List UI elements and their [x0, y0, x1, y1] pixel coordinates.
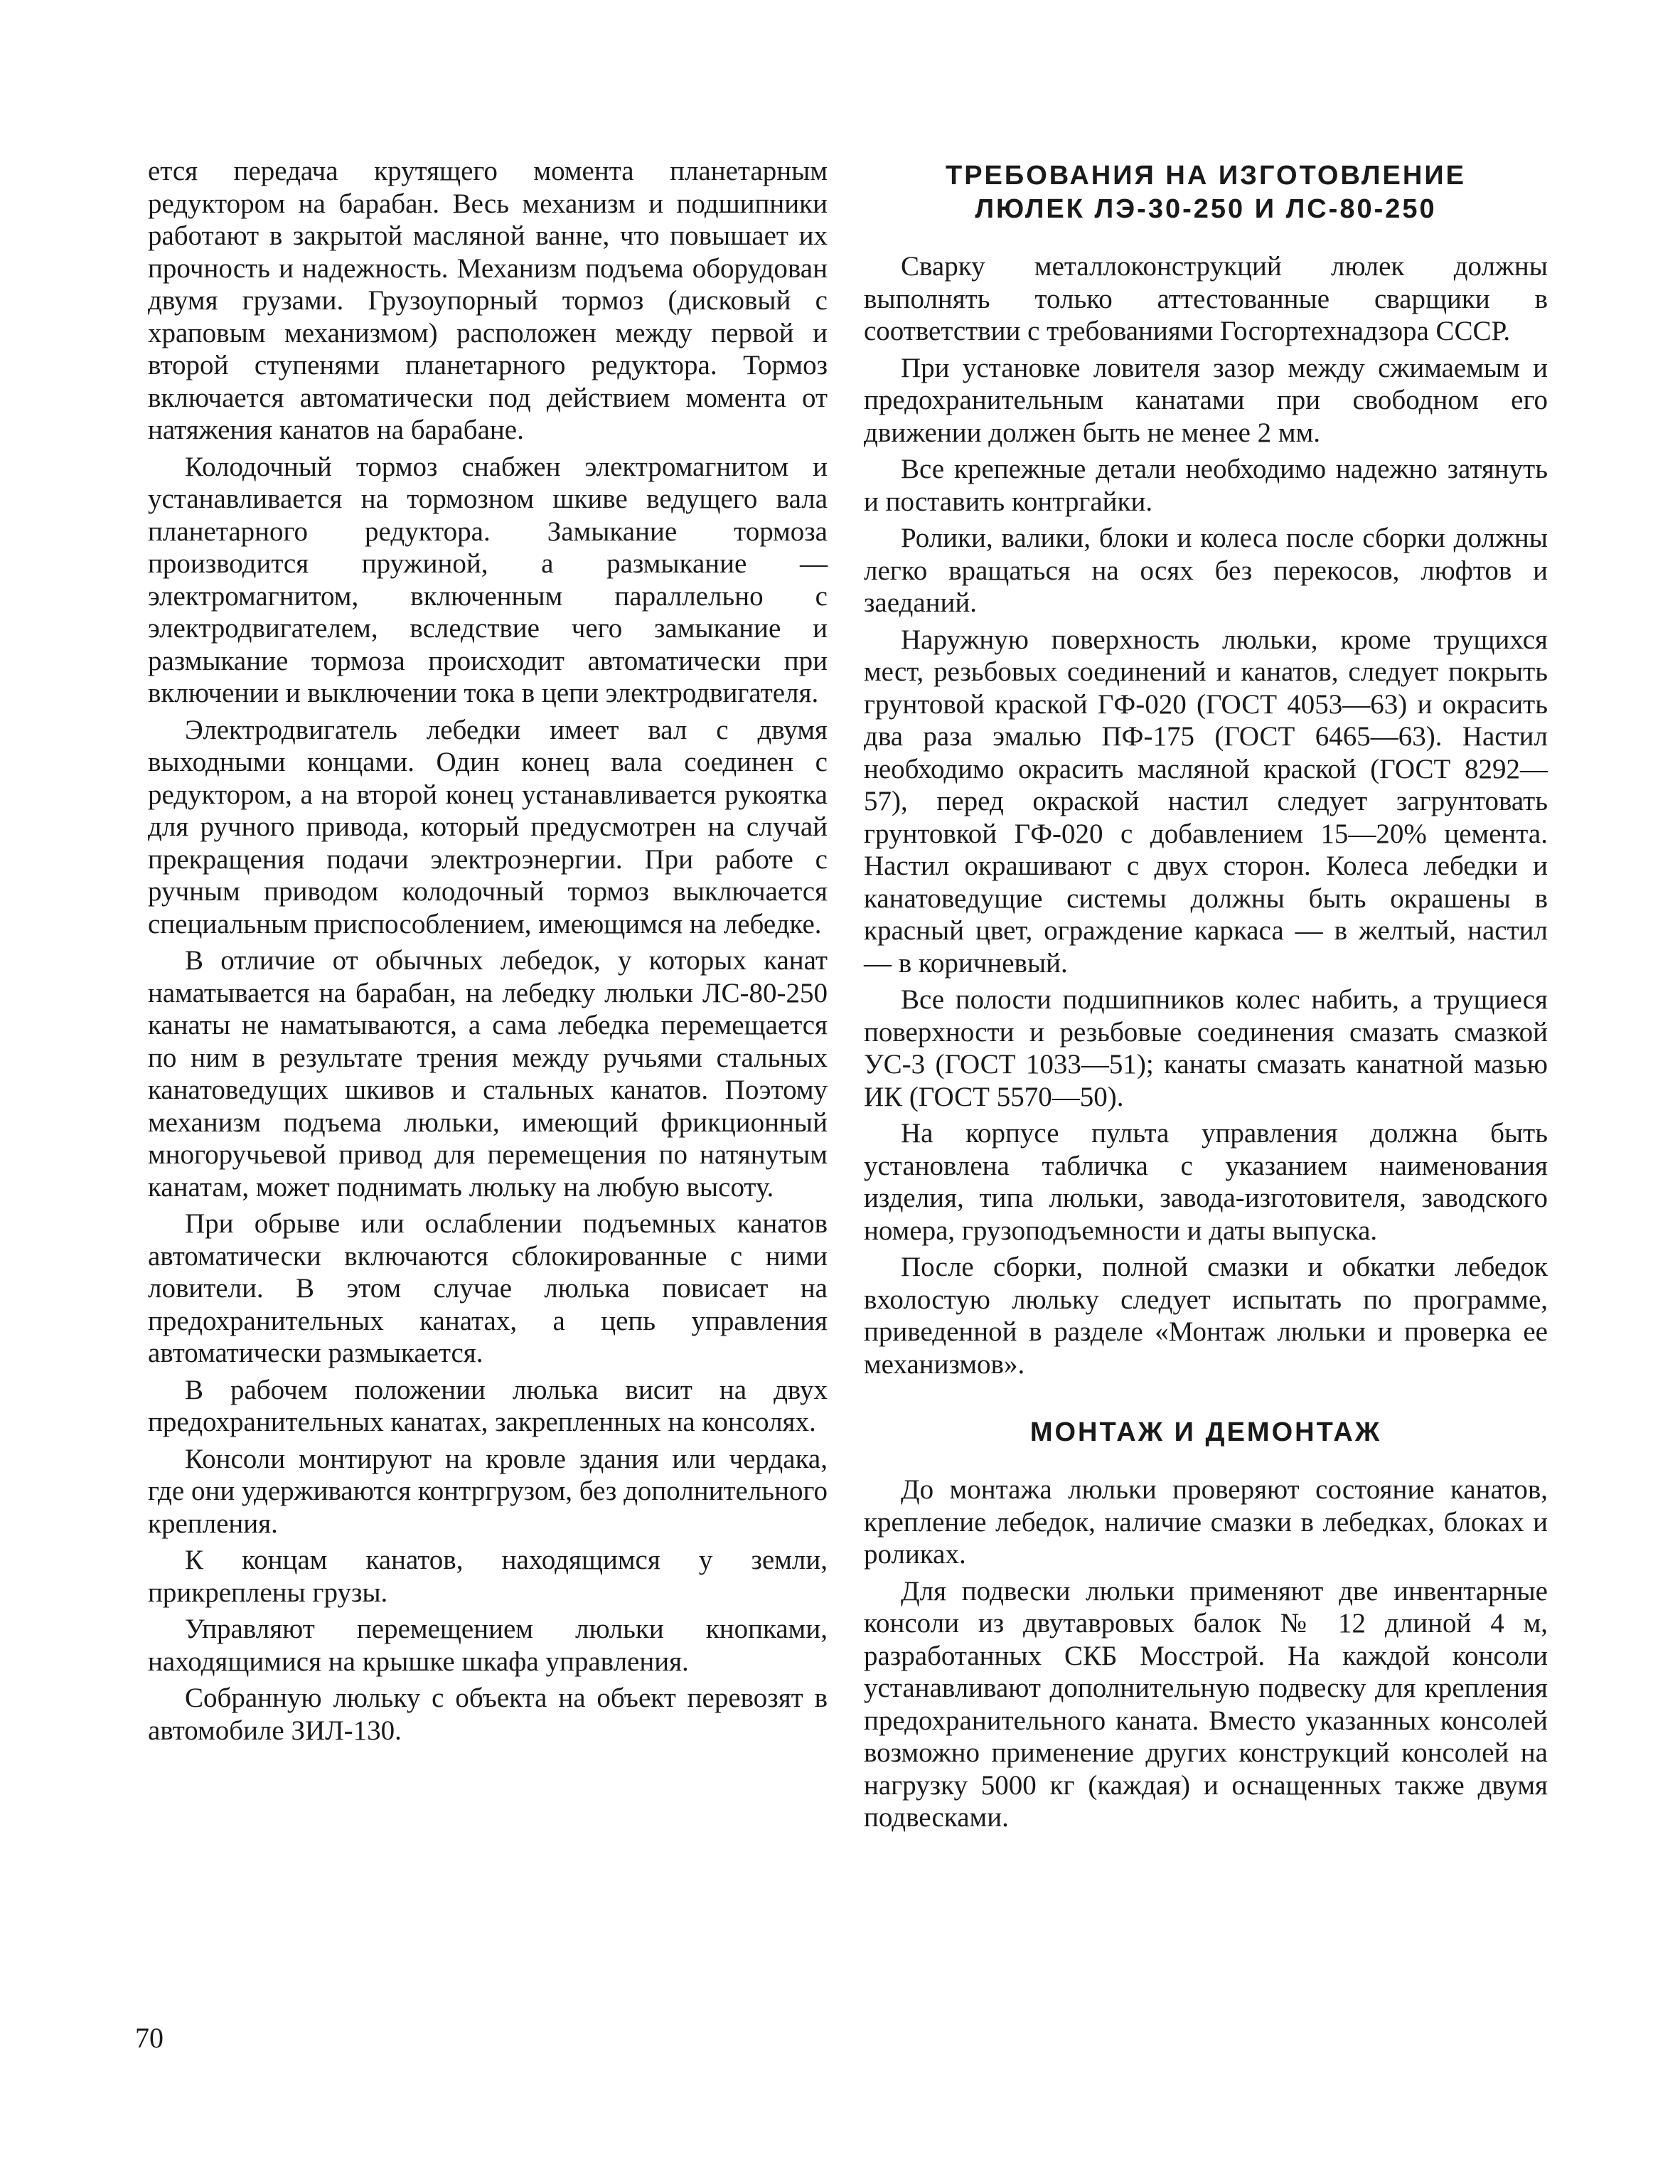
- right-column: [864, 155, 1548, 1838]
- paragraph: К концам канатов, находящимся у земли, прикреплены грузы.: [148, 1545, 828, 1608]
- paragraph: В рабочем положении люлька висит на двух предохранительных канатах, закрепленных на консолях.: [148, 1374, 828, 1437]
- paragraph: При обрыве или ослаблении подъемных канатов автоматически включаются сблокированные с ними ловители. В этом случае люлька повисает на предохранительных канатах, а цепь управления автоматически размыкается.: [148, 1208, 828, 1368]
- paragraph: После сборки, полной смазки и обкатки лебедок вхолостую люльку следует испытать по программе, приведенной в разделе «Монтаж люльки и проверка ее механизмов».: [864, 1252, 1548, 1380]
- paragraph: Электродвигатель лебедки имеет вал с двумя выходными концами. Один конец вала соединен с редуктором, а на второй конец устанавливается рукоятка для ручного привода, который предусмотрен на случай прекращения подачи электроэнергии. При работе с ручным приводом колодочный тормоз выключается специальным приспособлением, имеющимся на лебедке.: [148, 714, 828, 939]
- section-heading-manufacturing-requirements: [864, 159, 1548, 226]
- paragraph: Все полости подшипников колес набить, а трущиеся поверхности и резьбовые соединения смазать смазкой УС-3 (ГОСТ 1033—51); канаты смазать канатной мазью ИК (ГОСТ 5570—50).: [864, 984, 1548, 1112]
- paragraph: Собранную люльку с объекта на объект перевозят в автомобиле ЗИЛ-130.: [148, 1683, 828, 1746]
- paragraph: Все крепежные детали необходимо надежно затянуть и поставить контргайки.: [864, 454, 1548, 517]
- left-column: [148, 155, 828, 1751]
- page-number: 70: [135, 2022, 164, 2054]
- paragraph: Наружную поверхность люльки, кроме трущихся мест, резьбовых соединений и канатов, следует покрыть грунтовой краской ГФ-020 (ГОСТ 4053—63) и окрасить два раза эмалью ПФ-175 (ГОСТ 6465—63). Настил необходимо окрасить масляной краской (ГОСТ 8292—57), перед окраской настил следует загрунтовать грунтовкой ГФ-020 с добавлением 15—20% цемента. Настил окрашивают с двух сторон. Колеса лебедки и канатоведущие системы должны быть окрашены в красный цвет, ограждение каркаса — в желтый, настил — в коричневый.: [864, 624, 1548, 979]
- paragraph: В отличие от обычных лебедок, у которых канат наматывается на барабан, на лебедку люльки ЛС-80-250 канаты не наматываются, а сама лебедка перемещается по ним в результате трения между ручьями стальных канатоведущих шкивов и стальных канатов. Поэтому механизм подъема люльки, имеющий фрикционный многоручьевой привод для перемещения по натянутым канатам, может поднимать люльку на любую высоту.: [148, 945, 828, 1203]
- section-heading-assembly-disassembly: МОНТАЖ И ДЕМОНТАЖ: [1029, 1417, 1382, 1447]
- paragraph: Управляют перемещением люльки кнопками, находящимися на крышке шкафа управления.: [148, 1614, 828, 1677]
- paragraph: Для подвески люльки применяют две инвентарные консоли из двутавровых балок № 12 длиной 4 м, разработанных СКБ Мосстрой. На каждой консоли устанавливают дополнительную подвеску для крепления предохранительного каната. Вместо указанных консолей возможно применение других конструкций консолей на нагрузку 5000 кг (каждая) и оснащенных также двумя подвесками.: [864, 1575, 1548, 1833]
- paragraph: Консоли монтируют на кровле здания или чердака, где они удерживаются контргрузом, без дополнительного крепления.: [148, 1443, 828, 1539]
- paragraph: Колодочный тормоз снабжен электромагнитом и устанавливается на тормозном шкиве ведущего вала планетарного редуктора. Замыкание тормоза производится пружиной, а размыкание — электромагнитом, включенным параллельно с электродвигателем, вследствие чего замыкание и размыкание тормоза происходит автоматически при включении и выключении тока в цепи электродвигателя.: [148, 451, 828, 708]
- paragraph: На корпусе пульта управления должна быть установлена табличка с указанием наименования изделия, типа люльки, завода-изготовителя, заводского номера, грузоподъемности и даты выпуска.: [864, 1118, 1548, 1246]
- paragraph: При установке ловителя зазор между сжимаемым и предохранительным канатами при свободном его движении должен быть не менее 2 мм.: [864, 352, 1548, 448]
- paragraph: ется передача крутящего момента планетарным редуктором на барабан. Весь механизм и подшипники работают в закрытой масляной ванне, что повышает их прочность и надежность. Механизм подъема оборудован двумя грузами. Грузоупорный тормоз (дисковый с храповым механизмом) расположен между первой и второй ступенями планетарного редуктора. Тормоз включается автоматически под действием момента от натяжения канатов на барабане.: [148, 156, 828, 445]
- paragraph: Сварку металлоконструкций люлек должны выполнять только аттестованные сварщики в соответствии с требованиями Госгортехнадзора СССР.: [864, 251, 1548, 346]
- paragraph: Ролики, валики, блоки и колеса после сборки должны легко вращаться на осях без перекосов, люфтов и заеданий.: [864, 523, 1548, 618]
- paragraph: До монтажа люльки проверяют состояние канатов, крепление лебедок, наличие смазки в лебедках, блоках и роликах.: [864, 1474, 1548, 1570]
- heading-line: ЛЮЛЕК ЛЭ-30-250 И ЛС-80-250: [975, 194, 1437, 224]
- heading-line: ТРЕБОВАНИЯ НА ИЗГОТОВЛЕНИЕ: [946, 161, 1466, 191]
